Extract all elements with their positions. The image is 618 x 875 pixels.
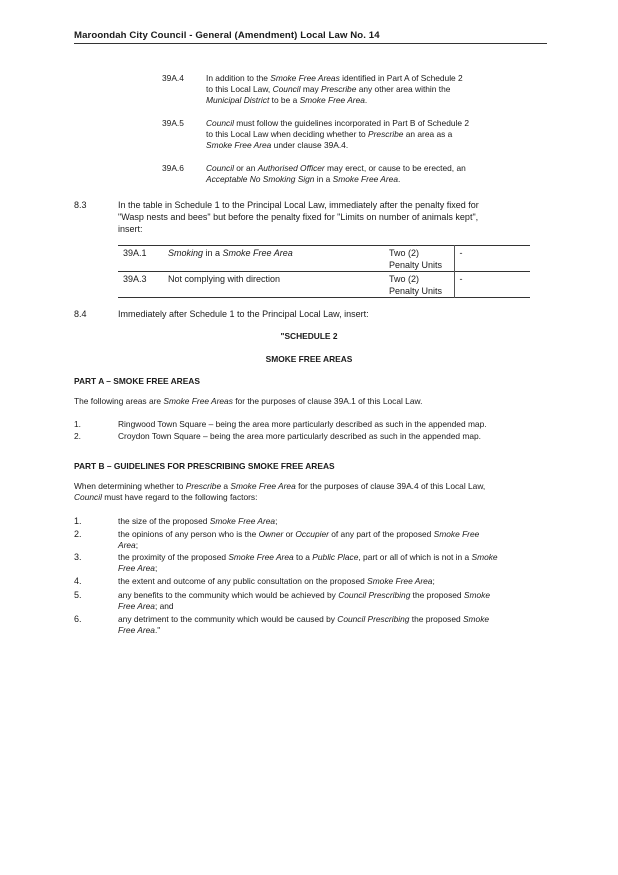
text-run: for the purposes of clause 39A.4 of this Local Law,	[295, 481, 486, 491]
text-run: In addition to the	[206, 73, 271, 83]
section-8-3-text	[118, 199, 548, 235]
clause-line	[206, 129, 506, 140]
list-item-number: 2.	[74, 529, 82, 539]
list-item-text: Ringwood Town Square – being the area more particularly described as such in the appended map.	[118, 419, 487, 429]
text-run: to be a	[269, 95, 300, 105]
list-item-line	[118, 563, 548, 574]
defined-term: Smoke Free	[433, 529, 480, 539]
text-run: any detriment to the community which would be caused by	[118, 614, 338, 624]
defined-term: Smoke Free Area	[299, 95, 365, 105]
penalty-amount: Two (2)	[389, 274, 420, 284]
list-item-number: 1.	[74, 516, 82, 526]
text-run: must have regard to the following factors:	[101, 492, 258, 502]
list-item-line	[118, 614, 548, 625]
defined-term: Council	[74, 492, 102, 502]
defined-term: Smoke Free Area	[228, 552, 294, 562]
part-b-heading: PART B – GUIDELINES FOR PRESCRIBING SMOKE FREE AREAS	[74, 461, 335, 471]
table-cell-description	[163, 272, 384, 298]
text-run: ."	[154, 625, 161, 635]
text-run: to this Local Law when deciding whether to	[206, 129, 369, 139]
list-item-text	[118, 529, 548, 551]
defined-term: Prescribe	[185, 481, 222, 491]
defined-term: Smoking	[168, 248, 204, 258]
defined-term: Smoke	[471, 552, 498, 562]
defined-term: Smoke Free Area	[367, 576, 433, 586]
defined-term: Smoke Free Areas	[270, 73, 340, 83]
section-number-8-4: 8.4	[74, 309, 87, 319]
clause-line	[206, 163, 506, 174]
part-a-heading: PART A – SMOKE FREE AREAS	[74, 376, 200, 386]
list-item-number: 2.	[74, 431, 81, 441]
table-cell-description	[163, 246, 384, 272]
text-run: the extent and outcome of any public consultation on the proposed	[118, 576, 368, 586]
text-run: the size of the proposed	[118, 516, 210, 526]
defined-term: Smoke	[463, 590, 490, 600]
clause-line	[206, 73, 506, 84]
text-run: , part or all of which is not in a	[358, 552, 472, 562]
clause-line	[206, 174, 506, 185]
section-8-3-line: In the table in Schedule 1 to the Principal Local Law, immediately after the penalty fixed for	[118, 200, 479, 210]
defined-term: Prescribe	[321, 84, 357, 94]
clause-line	[206, 84, 506, 95]
table-cell-penalty	[384, 246, 454, 272]
penalty-amount: Two (2)	[389, 248, 420, 258]
list-item-line	[118, 552, 548, 563]
text-run: the proximity of the proposed	[118, 552, 229, 562]
section-8-4-text: Immediately after Schedule 1 to the Principal Local Law, insert:	[118, 309, 369, 319]
table-cell-clause: 39A.1	[123, 248, 147, 258]
defined-term: Municipal District	[206, 95, 270, 105]
part-b-intro	[74, 481, 548, 503]
list-item-line	[118, 625, 548, 636]
part-b-intro-line	[74, 481, 548, 492]
list-item-line	[118, 529, 548, 540]
text-run: identified in Part A of Schedule 2	[339, 73, 463, 83]
text-run: the proposed	[409, 614, 463, 624]
text-run: for the purposes of clause 39A.1 of this Local Law.	[232, 396, 423, 406]
list-item-line	[118, 601, 548, 612]
text-run: ;	[135, 540, 139, 550]
text-run: or an	[233, 163, 258, 173]
text-run: ; and	[154, 601, 174, 611]
defined-term: Smoke Free Area	[222, 248, 293, 258]
table-row	[118, 246, 530, 272]
part-b-intro-line	[74, 492, 548, 503]
defined-term: Council	[272, 84, 301, 94]
clause-number: 39A.6	[162, 163, 184, 173]
schedule-subtitle: SMOKE FREE AREAS	[265, 354, 353, 364]
text-run: When determining whether to	[74, 481, 186, 491]
table-cell-penalty	[384, 272, 454, 298]
defined-term: Council Prescribing	[337, 614, 410, 624]
text-run: Not complying with direction	[168, 274, 281, 284]
defined-term: Acceptable No Smoking Sign	[206, 174, 315, 184]
text-run: the opinions of any person who is the	[118, 529, 259, 539]
text-run: or	[283, 529, 296, 539]
list-item-text	[118, 614, 548, 636]
list-item-number: 3.	[74, 552, 82, 562]
text-run: ;	[275, 516, 278, 526]
clause-text	[206, 163, 506, 185]
list-item-line	[118, 590, 548, 601]
text-run: in a	[203, 248, 223, 258]
defined-term: Smoke Free Area	[206, 140, 272, 150]
list-item-number: 5.	[74, 590, 82, 600]
text-run: ;	[154, 563, 158, 573]
list-item-text	[118, 590, 548, 612]
text-run: must follow the guidelines incorporated in Part B of Schedule 2	[233, 118, 470, 128]
defined-term: Smoke Free Area	[209, 516, 276, 526]
list-item-text: Croydon Town Square – being the area more particularly described as such in the appended map.	[118, 431, 481, 441]
text-run: may	[300, 84, 321, 94]
text-run: to this Local Law,	[206, 84, 273, 94]
section-8-3-line: insert:	[118, 224, 143, 234]
section-8-3-line: "Wasp nests and bees" but before the penalty fixed for "Limits on number of animals kept",	[118, 212, 479, 222]
text-run: of any part of the proposed	[328, 529, 434, 539]
defined-term: Free Area	[118, 601, 155, 611]
defined-term: Council Prescribing	[338, 590, 411, 600]
defined-term: Council	[206, 163, 234, 173]
text-run: in a	[314, 174, 333, 184]
text-run: .	[397, 174, 401, 184]
clause-line	[206, 140, 506, 151]
text-run: any benefits to the community which would be achieved by	[118, 590, 339, 600]
text-run: to a	[293, 552, 313, 562]
defined-term: Owner	[258, 529, 284, 539]
table-cell-clause: 39A.3	[123, 274, 147, 284]
part-a-intro	[74, 396, 422, 407]
defined-term: Public Place	[312, 552, 359, 562]
table-cell-extra: -	[459, 248, 463, 258]
list-item-text	[118, 516, 548, 527]
clause-number: 39A.4	[162, 73, 184, 83]
defined-term: Prescribe	[368, 129, 404, 139]
text-run: The following areas are	[74, 396, 164, 406]
page-header-title: Maroondah City Council - General (Amendment) Local Law No. 14	[74, 30, 380, 41]
penalty-units: Penalty Units	[389, 286, 443, 296]
header-rule	[74, 43, 547, 44]
text-run: may erect, or cause to be erected, an	[324, 163, 466, 173]
defined-term: Authorised Officer	[257, 163, 325, 173]
penalty-units: Penalty Units	[389, 260, 443, 270]
list-item-number: 4.	[74, 576, 82, 586]
clause-text	[206, 73, 506, 106]
text-run: under clause 39A.4.	[271, 140, 349, 150]
table-row	[118, 272, 530, 298]
schedule-title: "SCHEDULE 2	[280, 331, 338, 341]
defined-term: Smoke Free Area	[230, 481, 296, 491]
defined-term: Free Area	[118, 563, 155, 573]
list-item-number: 1.	[74, 419, 81, 429]
defined-term: Smoke	[462, 614, 490, 624]
table-cell-extra: -	[459, 274, 463, 284]
clause-number: 39A.5	[162, 118, 184, 128]
list-item-text	[118, 552, 548, 574]
text-run: any other area within the	[356, 84, 451, 94]
clause-line	[206, 118, 506, 129]
text-run: .	[364, 95, 368, 105]
defined-term: Smoke Free Area	[332, 174, 398, 184]
list-item-text	[118, 576, 548, 587]
defined-term: Free Area	[118, 625, 155, 635]
list-item-line	[118, 516, 548, 527]
section-number-8-3: 8.3	[74, 200, 87, 210]
text-run: a	[221, 481, 231, 491]
text-run: an area as a	[403, 129, 453, 139]
defined-term: Smoke Free Areas	[163, 396, 233, 406]
defined-term: Area	[118, 540, 136, 550]
clause-line	[206, 95, 506, 106]
defined-term: Occupier	[295, 529, 329, 539]
list-item-number: 6.	[74, 614, 82, 624]
defined-term: Council	[206, 118, 234, 128]
list-item-line	[118, 540, 548, 551]
penalty-table	[118, 245, 530, 298]
list-item-line	[118, 576, 548, 587]
text-run: the proposed	[410, 590, 464, 600]
text-run: ;	[432, 576, 435, 586]
clause-text	[206, 118, 506, 151]
